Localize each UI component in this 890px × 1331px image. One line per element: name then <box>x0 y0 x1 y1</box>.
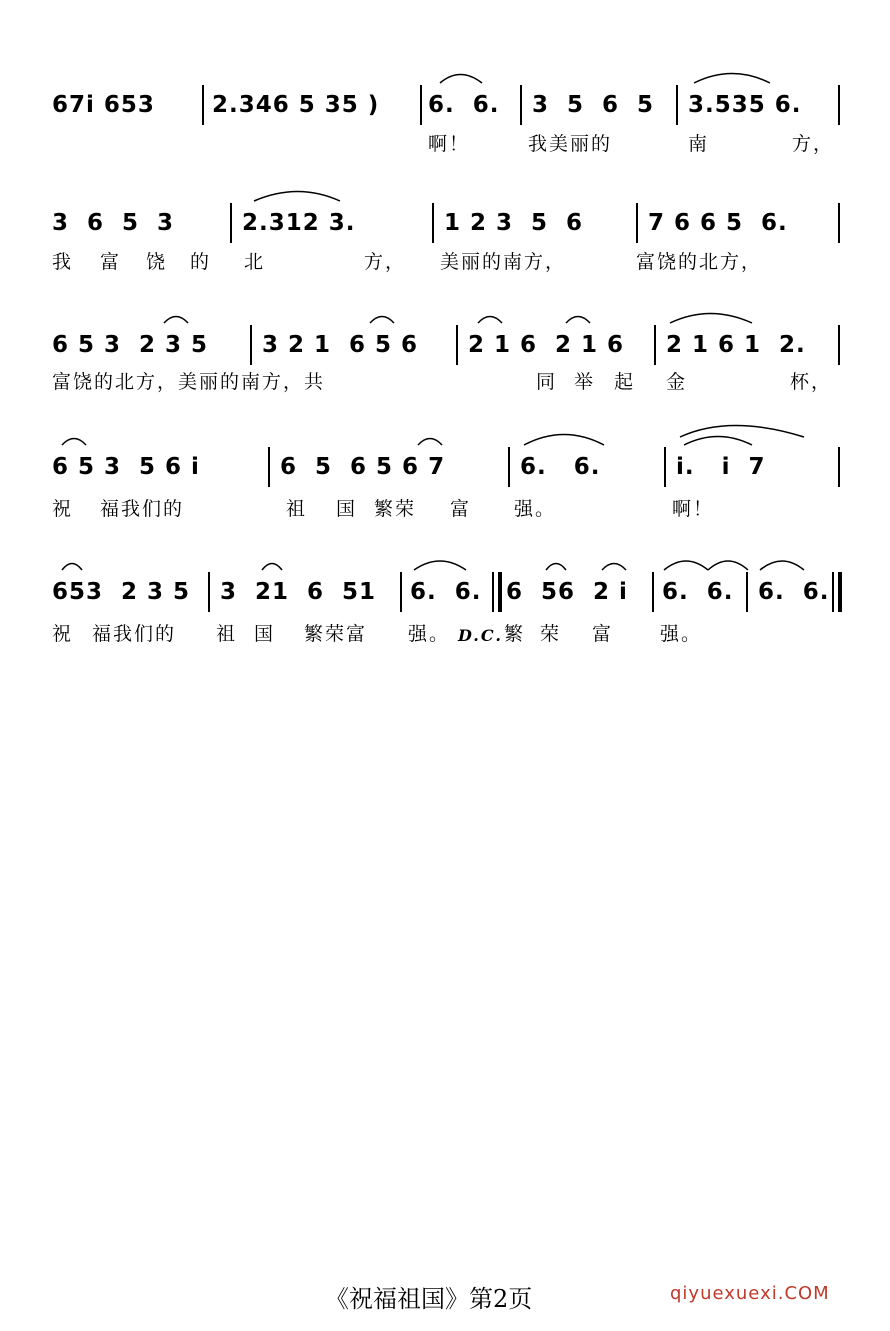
measure: 3 2 1 6 5 6 <box>262 332 419 358</box>
lyric: 南 <box>688 133 710 155</box>
lyric: 杯， <box>790 371 833 393</box>
lyric: 荣 <box>540 623 562 645</box>
lyric: 福我们的 <box>100 498 185 520</box>
bar-line <box>250 325 252 365</box>
slur <box>708 561 748 570</box>
lyrics-row <box>0 368 890 398</box>
bar-line <box>268 447 270 487</box>
bar-line <box>652 572 654 612</box>
lyric: 祖 <box>286 498 308 520</box>
lyric: 富 <box>592 623 614 645</box>
measure: 6. 6. <box>520 454 601 480</box>
measure: 3.535 6. <box>688 92 802 118</box>
slur <box>62 439 86 446</box>
bar-line <box>838 447 840 487</box>
notes-row <box>0 572 890 612</box>
measure: 3 6 5 3 <box>52 210 175 236</box>
measure: 3 21 6 51 <box>220 579 377 605</box>
measure: 2 1 6 2 1 6 <box>468 332 625 358</box>
measure: 2.312 3. <box>242 210 356 236</box>
measure: 2 1 6 1 2. <box>666 332 806 358</box>
measure: i. i 7 <box>676 454 766 480</box>
measure: 6. 6. <box>662 579 734 605</box>
measure: 2.346 5 35 ) <box>212 92 380 118</box>
lyric: 起 <box>614 371 636 393</box>
measure: 6. 6. <box>410 579 482 605</box>
measure: 67i 653 <box>52 92 155 118</box>
bar-line <box>508 447 510 487</box>
bar-line <box>202 85 204 125</box>
slur <box>680 426 804 438</box>
bar-line <box>838 325 840 365</box>
bar-line <box>400 572 402 612</box>
bar-line <box>432 203 434 243</box>
lyrics-row <box>0 495 890 525</box>
notes-row <box>0 447 890 487</box>
lyrics-row <box>0 248 890 278</box>
page-title: 《祝福祖国》第2页 <box>325 1285 533 1313</box>
lyric: 举 <box>574 371 596 393</box>
slur <box>418 439 442 446</box>
notes-row <box>0 203 890 243</box>
measure: 6 5 3 2 3 5 <box>52 332 209 358</box>
lyric: 强。 <box>514 498 557 520</box>
slur <box>694 74 770 84</box>
lyric: 富 <box>450 498 472 520</box>
measure: 6. 6. <box>428 92 500 118</box>
page-footer <box>0 1275 890 1315</box>
slur <box>440 75 482 84</box>
bar-line <box>520 85 522 125</box>
lyric: 方， <box>364 251 407 273</box>
slur <box>566 317 590 324</box>
lyric: 啊！ <box>428 133 471 155</box>
dc-marking: D.C. <box>458 626 503 645</box>
slur <box>524 435 604 446</box>
measure: 6 5 6 5 6 7 <box>280 454 446 480</box>
slur <box>478 317 502 324</box>
lyric: 方， <box>792 133 835 155</box>
lyric: 祝 <box>52 623 74 645</box>
bar-line <box>208 572 210 612</box>
lyric: 饶 <box>146 251 168 273</box>
slur <box>262 564 282 571</box>
lyric: 强。 <box>660 623 703 645</box>
measure: 6 56 2 i <box>506 579 628 605</box>
measure: 6 5 3 5 6 i <box>52 454 200 480</box>
bar-line <box>676 85 678 125</box>
bar-line <box>838 85 840 125</box>
slur <box>254 192 340 202</box>
lyric: 祝 <box>52 498 74 520</box>
bar-line <box>746 572 748 612</box>
lyric: 富饶的北方， <box>636 251 763 273</box>
lyric: 繁荣富 <box>304 623 368 645</box>
slur <box>546 564 566 571</box>
bar-line <box>654 325 656 365</box>
lyric: 的 <box>190 251 212 273</box>
bar-line <box>838 572 842 612</box>
lyric: 福我们的 <box>92 623 177 645</box>
lyric: 国 <box>254 623 276 645</box>
lyric: 富 <box>100 251 122 273</box>
measure: 3 5 6 5 <box>532 92 655 118</box>
bar-line <box>420 85 422 125</box>
lyric: 强。 <box>408 623 451 645</box>
lyric: 啊！ <box>672 498 715 520</box>
lyric: 国 <box>336 498 358 520</box>
slur <box>414 561 466 570</box>
slur <box>664 561 708 570</box>
bar-line <box>230 203 232 243</box>
slur <box>370 317 394 324</box>
lyric: 繁 <box>504 623 526 645</box>
bar-line <box>838 203 840 243</box>
lyrics-row <box>0 130 890 160</box>
lyric: 同 <box>536 371 558 393</box>
lyrics-row <box>0 620 890 650</box>
lyric: 美丽的南方， <box>440 251 567 273</box>
lyric: 祖 <box>216 623 238 645</box>
lyric: 北 <box>244 251 266 273</box>
bar-line <box>492 572 494 612</box>
slur <box>760 561 804 570</box>
site-watermark: qiyuexuexi.COM <box>670 1283 830 1304</box>
slur <box>684 437 752 446</box>
bar-line <box>832 572 834 612</box>
bar-line <box>636 203 638 243</box>
measure: 6. 6. <box>758 579 830 605</box>
bar-line <box>456 325 458 365</box>
notes-row <box>0 325 890 365</box>
lyric: 繁荣 <box>374 498 417 520</box>
slur <box>164 317 188 324</box>
lyric: 我美丽的 <box>528 133 613 155</box>
measure: 653 2 3 5 <box>52 579 191 605</box>
lyric: 金 <box>666 371 688 393</box>
notes-row <box>0 85 890 125</box>
lyric: 我 <box>52 251 74 273</box>
slur <box>602 564 626 571</box>
lyric: 富饶的北方，美丽的南方，共 <box>52 371 326 393</box>
slur <box>62 564 82 571</box>
bar-line <box>498 572 502 612</box>
bar-line <box>664 447 666 487</box>
measure: 1 2 3 5 6 <box>444 210 584 236</box>
slur <box>670 314 752 324</box>
measure: 7 6 6 5 6. <box>648 210 788 236</box>
